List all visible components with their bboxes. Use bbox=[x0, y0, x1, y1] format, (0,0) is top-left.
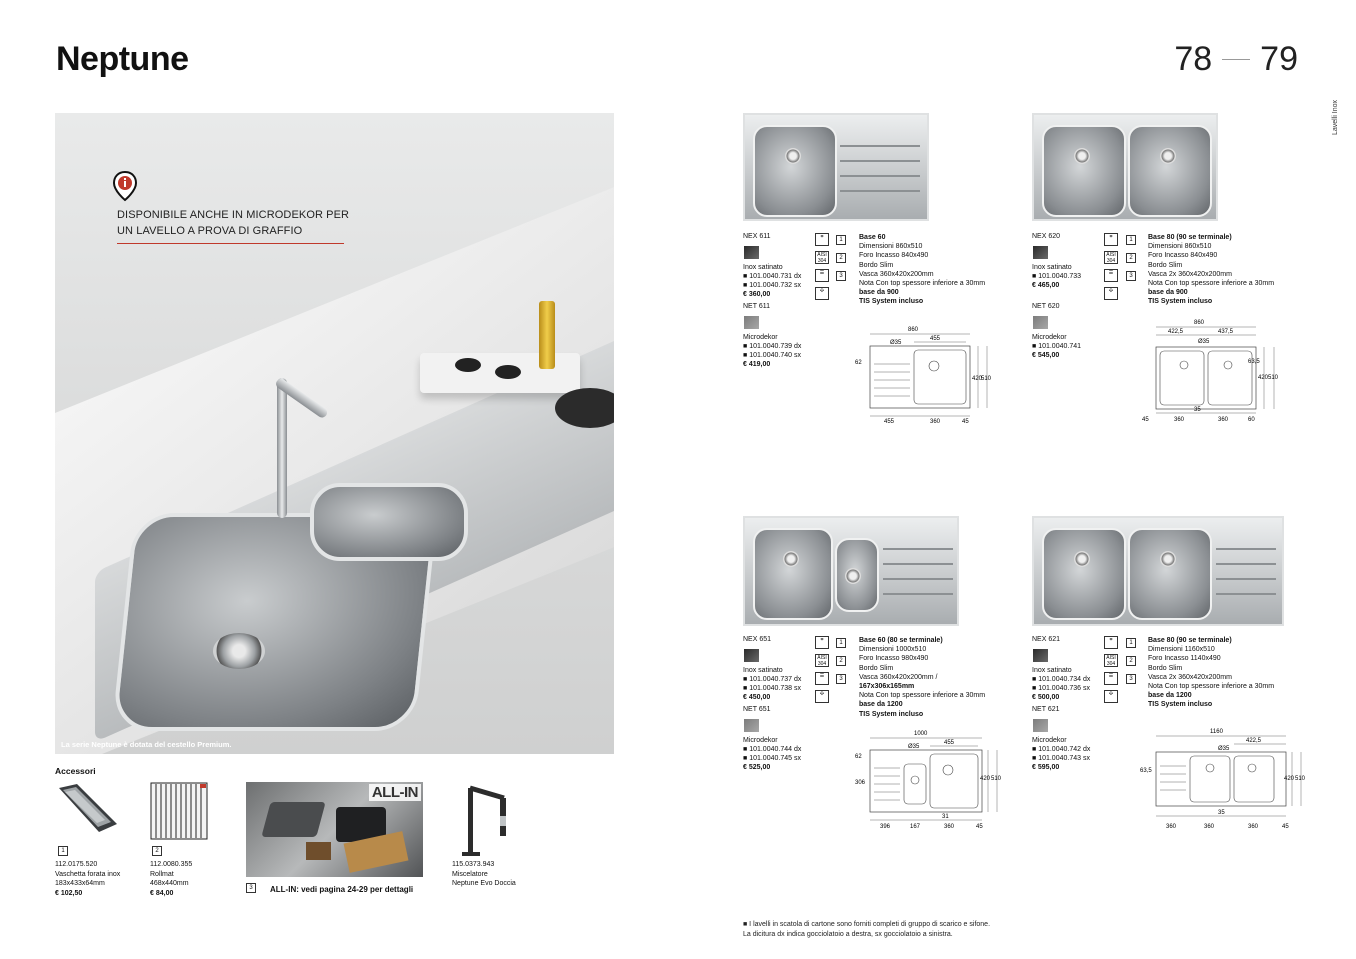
side-section-label: Lavelli Inox bbox=[1332, 100, 1339, 136]
spec-line: Foro Incasso 1140x490 bbox=[1148, 655, 1221, 663]
product-2-model-2: NET 620 bbox=[1032, 303, 1060, 310]
article-code: 101.0040.732 sx bbox=[749, 282, 801, 289]
accessory-2-text bbox=[150, 860, 192, 898]
dim-b1: 360 bbox=[1174, 417, 1185, 423]
info-line-2: UN LAVELLO A PROVA DI GRAFFIO bbox=[117, 225, 303, 237]
dim-h0: 63,5 bbox=[1248, 359, 1260, 365]
spec-line: Nota Con top spessore inferiore a 30mm bbox=[1148, 280, 1275, 288]
article-code: 101.0040.734 dx bbox=[1038, 676, 1091, 683]
accessory-2-price: € 84,00 bbox=[150, 889, 174, 897]
spec-line: Nota Con top spessore inferiore a 30mm bbox=[1148, 683, 1275, 691]
footnote bbox=[743, 920, 990, 939]
dim-a: 422,5 bbox=[1246, 738, 1262, 744]
slim-edge-icon: ☰ bbox=[815, 672, 829, 685]
product-4-specs bbox=[1148, 636, 1274, 710]
article-code: 101.0040.740 sx bbox=[749, 352, 801, 359]
finish-label: Microdekor bbox=[743, 334, 778, 341]
small-bowl bbox=[310, 483, 468, 561]
product-3-technical-drawing bbox=[852, 728, 1002, 832]
page-divider bbox=[1222, 59, 1250, 60]
product-1-image bbox=[743, 113, 929, 221]
price: € 595,00 bbox=[1032, 764, 1060, 771]
product-1-specs bbox=[859, 233, 985, 307]
bowl-a bbox=[455, 358, 481, 372]
article-code: 101.0040.733 bbox=[1038, 273, 1082, 280]
number-box: 1 bbox=[1126, 638, 1136, 648]
dim-b3: 360 bbox=[1248, 824, 1259, 830]
dim-hole: Ø35 bbox=[1218, 746, 1230, 752]
microdekor-swatch bbox=[744, 316, 759, 329]
accessory-1-code: 112.0175.520 bbox=[55, 861, 98, 868]
finish-label: Inox satinato bbox=[743, 667, 783, 674]
dim-width: 860 bbox=[1194, 320, 1205, 326]
spec-line: Bordo Slim bbox=[1148, 261, 1183, 269]
product-3-number-boxes bbox=[836, 638, 846, 684]
bowl-b bbox=[495, 365, 521, 379]
spec-line: base da 1200 bbox=[859, 701, 903, 709]
article-code: 101.0040.731 dx bbox=[749, 273, 802, 280]
dim-hole: Ø35 bbox=[908, 744, 920, 750]
accessory-1-size: 183x433x64mm bbox=[55, 880, 105, 887]
accessory-2-name: Rollmat bbox=[150, 870, 174, 878]
drain-icon bbox=[1074, 551, 1090, 567]
microdekor-swatch bbox=[1033, 719, 1048, 732]
drainboard-groove bbox=[840, 190, 920, 192]
accessory-4-text bbox=[452, 860, 516, 889]
product-1-model: NEX 611 bbox=[743, 233, 771, 240]
dim-m: 35 bbox=[1194, 407, 1201, 413]
drainboard-groove bbox=[883, 578, 953, 580]
number-box: 1 bbox=[1126, 235, 1136, 245]
spec-line: Base 80 (90 se terminale) bbox=[1148, 234, 1232, 241]
bowl bbox=[1128, 125, 1212, 217]
article-code: 101.0040.737 dx bbox=[749, 676, 802, 683]
drain-basket bbox=[213, 633, 265, 669]
article-code: 101.0040.743 sx bbox=[1038, 755, 1090, 762]
article-code: 101.0040.739 dx bbox=[749, 343, 802, 350]
number-box: 2 bbox=[1126, 253, 1136, 263]
accessory-number-3: 3 bbox=[246, 883, 256, 893]
dim-bowl: 455 bbox=[930, 336, 941, 342]
aisi-steel-icon: AISI 304 bbox=[1104, 251, 1118, 264]
product-3-model-2: NET 651 bbox=[743, 706, 771, 713]
hero-caption: La serie Neptune è dotata del cestello Premium. bbox=[61, 740, 232, 749]
small-box bbox=[306, 842, 331, 860]
all-in-logo: ALL-IN bbox=[369, 784, 421, 801]
product-4-inox-info: Inox satinato ■ 101.0040.734 dx ■ 101.0040.736 sx € 500,00 bbox=[1032, 667, 1091, 701]
perforated-tray-image bbox=[55, 782, 119, 840]
product-3-micro-info: Microdekor ■ 101.0040.744 dx ■ 101.0040.745 sx € 525,00 bbox=[743, 737, 802, 771]
article-code: 101.0040.742 dx bbox=[1038, 746, 1091, 753]
inox-swatch bbox=[1033, 246, 1048, 259]
dim-m: 35 bbox=[1218, 810, 1225, 816]
page-right-number: 79 bbox=[1260, 40, 1298, 78]
drainboard-groove bbox=[883, 563, 953, 565]
dim-h1: 420 bbox=[1284, 776, 1295, 782]
spec-line: Bordo Slim bbox=[1148, 664, 1183, 672]
aisi-steel-icon: AISI 304 bbox=[815, 251, 829, 264]
spec-line: Vasca 2x 360x420x200mm bbox=[1148, 673, 1232, 681]
spec-line: Foro Incasso 840x490 bbox=[859, 252, 929, 260]
dim-b3: 60 bbox=[1248, 417, 1255, 423]
page-numbers bbox=[1174, 40, 1298, 79]
bowl bbox=[753, 125, 837, 217]
dim-left: 62 bbox=[855, 754, 862, 760]
info-pin-icon bbox=[112, 170, 138, 207]
article-code: 101.0040.744 dx bbox=[749, 746, 802, 753]
drainboard-groove bbox=[840, 145, 920, 147]
product-2-technical-drawing bbox=[1138, 317, 1288, 425]
spec-line: Foro Incasso 980x490 bbox=[859, 655, 929, 663]
article-code: 101.0040.738 sx bbox=[749, 685, 801, 692]
product-1-technical-drawing bbox=[852, 324, 992, 424]
spec-line: Vasca 360x420x200mm / bbox=[859, 673, 938, 681]
product-4-technical-drawing bbox=[1138, 722, 1308, 832]
drain-icon bbox=[783, 551, 799, 567]
dim-hole: Ø35 bbox=[1198, 339, 1210, 345]
fan-icon: ✣ bbox=[1104, 690, 1118, 703]
microdekor-swatch bbox=[744, 719, 759, 732]
fan-icon: ✣ bbox=[1104, 287, 1118, 300]
installation-icon: ⌗ bbox=[815, 233, 829, 246]
drain-icon bbox=[785, 148, 801, 164]
dim-h1: 420 bbox=[980, 776, 991, 782]
price: € 525,00 bbox=[743, 764, 771, 771]
oil-bottle bbox=[539, 301, 555, 369]
spec-line: Vasca 2x 360x420x200mm bbox=[1148, 270, 1232, 278]
accessory-1-text bbox=[55, 860, 120, 898]
slim-edge-icon: ☰ bbox=[1104, 269, 1118, 282]
dim-b0: 45 bbox=[1142, 417, 1149, 423]
spec-line: Base 80 (90 se terminale) bbox=[1148, 637, 1232, 644]
drainboard-groove bbox=[1216, 548, 1276, 550]
accessory-1-price: € 102,50 bbox=[55, 889, 83, 897]
info-line-1: DISPONIBILE ANCHE IN MICRODEKOR PER bbox=[117, 209, 350, 221]
price: € 465,00 bbox=[1032, 282, 1060, 289]
fan-icon: ✣ bbox=[815, 287, 829, 300]
product-4-model: NEX 621 bbox=[1032, 636, 1061, 643]
dim-b1: 396 bbox=[880, 824, 891, 830]
spec-line: Dimensioni 860x510 bbox=[1148, 243, 1212, 251]
dim-h1: 420 bbox=[972, 376, 983, 382]
aisi-steel-icon: AISI 304 bbox=[815, 654, 829, 667]
accessory-2-code: 112.0080.355 bbox=[150, 861, 193, 868]
product-2-micro-info: Microdekor ■ 101.0040.741 € 545,00 bbox=[1032, 334, 1082, 359]
accent-rule bbox=[117, 243, 344, 244]
price: € 450,00 bbox=[743, 694, 771, 701]
dim-h2: 510 bbox=[1295, 776, 1306, 782]
spec-line: base da 900 bbox=[859, 289, 899, 297]
installation-icon: ⌗ bbox=[815, 636, 829, 649]
product-2-model: NEX 620 bbox=[1032, 233, 1061, 240]
rollmat-image bbox=[150, 782, 208, 840]
spec-line: Base 60 (80 se terminale) bbox=[859, 637, 943, 644]
dim-b1: 455 bbox=[884, 419, 895, 424]
spec-line: Bordo Slim bbox=[859, 261, 894, 269]
spec-line: Foro Incasso 840x490 bbox=[1148, 252, 1218, 260]
dim-h2: 510 bbox=[1268, 375, 1279, 381]
drain-icon bbox=[845, 568, 861, 584]
dim-left-2: 306 bbox=[855, 780, 866, 786]
bin-tray bbox=[261, 802, 325, 837]
slim-edge-icon: ☰ bbox=[1104, 672, 1118, 685]
product-1-number-boxes bbox=[836, 235, 846, 281]
dim-a: 422,5 bbox=[1168, 329, 1184, 335]
dim-h0: 63,5 bbox=[1140, 768, 1152, 774]
inox-swatch bbox=[744, 649, 759, 662]
all-in-photo bbox=[246, 782, 423, 877]
finish-label: Inox satinato bbox=[1032, 264, 1072, 271]
spec-line: base da 1200 bbox=[1148, 692, 1192, 700]
drainboard-groove bbox=[1216, 593, 1276, 595]
number-box: 2 bbox=[836, 253, 846, 263]
microdekor-note bbox=[117, 207, 349, 239]
dim-bowl: 455 bbox=[944, 740, 955, 746]
spec-line: TIS System incluso bbox=[859, 710, 924, 718]
accessory-1-name: Vaschetta forata inox bbox=[55, 870, 121, 878]
product-3-inox-info: Inox satinato ■ 101.0040.737 dx ■ 101.0040.738 sx € 450,00 bbox=[743, 667, 802, 701]
number-box: 2 bbox=[836, 656, 846, 666]
dim-h1: 420 bbox=[1258, 375, 1269, 381]
microdekor-swatch bbox=[1033, 316, 1048, 329]
spec-line: Dimensioni 1160x510 bbox=[1148, 646, 1215, 654]
page-left-number: 78 bbox=[1174, 40, 1213, 78]
drainboard-groove bbox=[883, 548, 953, 550]
accessories-title: Accessori bbox=[55, 766, 96, 776]
bowl bbox=[1042, 125, 1126, 217]
dim-width: 1160 bbox=[1210, 729, 1223, 735]
price: € 360,00 bbox=[743, 291, 771, 298]
spec-line: Base 60 bbox=[859, 234, 886, 241]
dim-b1: 360 bbox=[1166, 824, 1177, 830]
spec-line: TIS System incluso bbox=[859, 298, 924, 306]
bowl bbox=[753, 528, 833, 620]
price: € 500,00 bbox=[1032, 694, 1060, 701]
all-in-caption: ALL-IN: vedi pagina 24-29 per dettagli bbox=[270, 885, 414, 894]
drain-icon bbox=[1074, 148, 1090, 164]
number-box: 3 bbox=[836, 271, 846, 281]
spec-line: Dimensioni 1000x510 bbox=[859, 646, 927, 654]
product-2-icons bbox=[1104, 233, 1118, 300]
installation-icon: ⌗ bbox=[1104, 233, 1118, 246]
mixer-tap-image bbox=[452, 780, 512, 858]
finish-label: Inox satinato bbox=[1032, 667, 1072, 674]
bowl bbox=[1042, 528, 1126, 620]
dim-hole: Ø35 bbox=[890, 340, 902, 346]
number-box: 1 bbox=[836, 235, 846, 245]
dim-b3: 45 bbox=[962, 419, 969, 424]
dim-b2: 360 bbox=[930, 419, 941, 424]
price: € 545,00 bbox=[1032, 352, 1060, 359]
dim-b3: 360 bbox=[944, 824, 955, 830]
spec-line: Vasca 360x420x200mm bbox=[859, 270, 934, 278]
spec-line: Nota Con top spessore inferiore a 30mm bbox=[859, 692, 986, 700]
product-4-image bbox=[1032, 516, 1284, 626]
product-3-icons bbox=[815, 636, 829, 703]
drainboard-groove bbox=[883, 593, 953, 595]
product-1-icons bbox=[815, 233, 829, 300]
spec-line: Dimensioni 860x510 bbox=[859, 243, 923, 251]
article-code: 101.0040.745 sx bbox=[749, 755, 801, 762]
accessory-2-size: 468x440mm bbox=[150, 880, 189, 887]
dim-m: 31 bbox=[942, 814, 949, 820]
article-code: 101.0040.736 sx bbox=[1038, 685, 1090, 692]
dim-b4: 45 bbox=[976, 824, 983, 830]
page-title: Neptune bbox=[56, 40, 189, 78]
dim-width: 860 bbox=[908, 327, 919, 333]
drainboard-groove bbox=[1216, 563, 1276, 565]
drain-icon bbox=[1160, 551, 1176, 567]
dim-b2: 360 bbox=[1204, 824, 1215, 830]
finish-label: Inox satinato bbox=[743, 264, 783, 271]
dim-h2: 510 bbox=[981, 376, 992, 382]
dim-h2: 510 bbox=[991, 776, 1002, 782]
product-2-image bbox=[1032, 113, 1218, 221]
spec-line: TIS System incluso bbox=[1148, 298, 1213, 306]
accessory-number-2: 2 bbox=[152, 846, 162, 856]
dim-left: 62 bbox=[855, 360, 862, 366]
product-4-micro-info: Microdekor ■ 101.0040.742 dx ■ 101.0040.743 sx € 595,00 bbox=[1032, 737, 1091, 771]
spec-line: base da 900 bbox=[1148, 289, 1188, 297]
fan-icon: ✣ bbox=[815, 690, 829, 703]
product-4-icons bbox=[1104, 636, 1118, 703]
product-1-inox-info: Inox satinato ■ 101.0040.731 dx ■ 101.0040.732 sx € 360,00 bbox=[743, 264, 802, 298]
spec-line: 167x306x165mm bbox=[859, 683, 915, 691]
product-1-model-2: NET 611 bbox=[743, 303, 770, 310]
inox-swatch bbox=[744, 246, 759, 259]
dim-b2: 360 bbox=[1218, 417, 1229, 423]
product-4-number-boxes bbox=[1126, 638, 1136, 684]
spec-line: TIS System incluso bbox=[1148, 701, 1213, 709]
finish-label: Microdekor bbox=[743, 737, 778, 744]
accessory-4-code: 115.0373.943 bbox=[452, 861, 495, 868]
number-box: 3 bbox=[1126, 271, 1136, 281]
faucet bbox=[277, 378, 287, 518]
dim-b2: 167 bbox=[910, 824, 921, 830]
drainboard-groove bbox=[840, 160, 920, 162]
drainboard-groove bbox=[840, 175, 920, 177]
spec-line: Bordo Slim bbox=[859, 664, 894, 672]
article-code: 101.0040.741 bbox=[1038, 343, 1082, 350]
price: € 419,00 bbox=[743, 361, 771, 368]
dim-width: 1000 bbox=[914, 731, 928, 737]
footnote-line-2: La dicitura dx indica gocciolatoio a destra, sx gocciolatoio a sinistra. bbox=[743, 930, 953, 938]
number-box: 3 bbox=[836, 674, 846, 684]
number-box: 2 bbox=[1126, 656, 1136, 666]
product-3-specs bbox=[859, 636, 985, 719]
number-box: 1 bbox=[836, 638, 846, 648]
dim-a2: 437,5 bbox=[1218, 329, 1234, 335]
number-box: 3 bbox=[1126, 674, 1136, 684]
spec-line: Nota Con top spessore inferiore a 30mm bbox=[859, 280, 986, 288]
footnote-line-1: ■ I lavelli in scatola di cartone sono forniti completi di gruppo di scarico e sifone. bbox=[743, 921, 991, 928]
product-2-inox-info: Inox satinato ■ 101.0040.733 € 465,00 bbox=[1032, 264, 1082, 289]
product-2-specs bbox=[1148, 233, 1274, 307]
drain-icon bbox=[1160, 148, 1176, 164]
product-4-model-2: NET 621 bbox=[1032, 706, 1060, 713]
accessory-number-1: 1 bbox=[58, 846, 68, 856]
finish-label: Microdekor bbox=[1032, 737, 1067, 744]
aisi-steel-icon: AISI 304 bbox=[1104, 654, 1118, 667]
finish-label: Microdekor bbox=[1032, 334, 1067, 341]
inox-swatch bbox=[1033, 649, 1048, 662]
product-3-image bbox=[743, 516, 959, 626]
bowl bbox=[1128, 528, 1212, 620]
installation-icon: ⌗ bbox=[1104, 636, 1118, 649]
accessory-4-name: Miscelatore bbox=[452, 870, 488, 878]
slim-edge-icon: ☰ bbox=[815, 269, 829, 282]
drainboard-groove bbox=[1216, 578, 1276, 580]
product-1-micro-info: Microdekor ■ 101.0040.739 dx ■ 101.0040.740 sx € 419,00 bbox=[743, 334, 802, 368]
dim-b4: 45 bbox=[1282, 824, 1289, 830]
accessory-4-size: Neptune Evo Doccia bbox=[452, 880, 516, 887]
product-2-number-boxes bbox=[1126, 235, 1136, 281]
product-3-model: NEX 651 bbox=[743, 636, 772, 643]
